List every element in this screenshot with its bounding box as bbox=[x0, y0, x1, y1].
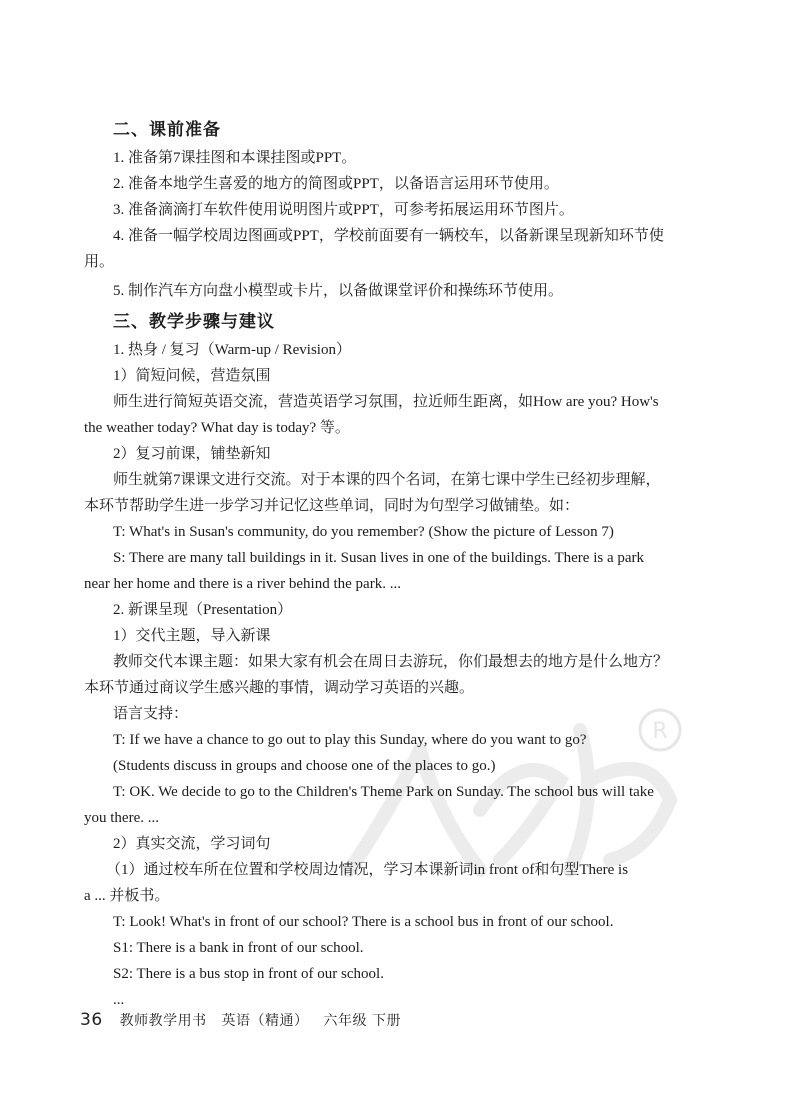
book-title: 教师教学用书 bbox=[119, 1013, 207, 1029]
dialogue-line-cont: you there. ... bbox=[84, 810, 159, 826]
paragraph: 教师交代本课主题：如果大家有机会在周日去游玩，你们最想去的地方是什么地方？ bbox=[113, 654, 669, 670]
prep-item-2: 2. 准备本地学生喜爱的地方的简图或PPT，以备语言运用环节使用。 bbox=[113, 176, 559, 192]
paragraph-cont: the weather today? What day is today? 等。 bbox=[84, 420, 350, 436]
paragraph: （1）通过校车所在位置和学校周边情况，学习本课新词in front of和句型There is bbox=[106, 862, 629, 878]
dialogue-line: S1: There is a bank in front of our school. bbox=[113, 940, 364, 956]
step-exchange-title: 2）真实交流，学习词句 bbox=[113, 836, 271, 852]
ellipsis: ... bbox=[113, 992, 125, 1008]
language-support-label: 语言支持： bbox=[113, 706, 189, 722]
registered-trademark-icon: R bbox=[652, 719, 668, 744]
paragraph: 师生就第7课课文进行交流。对于本课的四个名词，在第七课中学生已经初步理解， bbox=[113, 472, 661, 488]
dialogue-line: T: If we have a chance to go out to play this Sunday, where do you want to go? bbox=[113, 732, 587, 748]
dialogue-line: S2: There is a bus stop in front of our school. bbox=[113, 966, 384, 982]
paragraph-cont: 本环节帮助学生进一步学习并记忆这些单词，同时为句型学习做铺垫。如： bbox=[84, 498, 580, 514]
dialogue-line: (Students discuss in groups and choose one of the places to go.) bbox=[113, 758, 496, 774]
dialogue-line: S: There are many tall buildings in it. Susan lives in one of the buildings. There is a park bbox=[113, 550, 645, 566]
subject: 英语（精通） bbox=[221, 1013, 309, 1029]
dialogue-line: T: OK. We decide to go to the Children's Theme Park on Sunday. The school bus will take bbox=[113, 784, 654, 800]
prep-item-4: 4. 准备一幅学校周边图画或PPT，学校前面要有一辆校车，以备新课呈现新知环节使 bbox=[113, 228, 664, 244]
step-presentation-title: 2. 新课呈现（Presentation） bbox=[113, 602, 293, 618]
prep-item-3: 3. 准备滴滴打车软件使用说明图片或PPT，可参考拓展运用环节图片。 bbox=[113, 202, 574, 218]
paragraph-cont: a ... 并板书。 bbox=[84, 888, 170, 904]
step-greeting-title: 1）简短问候，营造氛围 bbox=[113, 368, 271, 384]
prep-item-5: 5. 制作汽车方向盘小模型或卡片，以备做课堂评价和操练环节使用。 bbox=[113, 283, 564, 299]
section-heading-prep: 二、课前准备 bbox=[113, 120, 221, 140]
grade: 六年级 下册 bbox=[323, 1013, 401, 1029]
step-topic-title: 1）交代主题，导入新课 bbox=[113, 628, 271, 644]
step-warmup-title: 1. 热身 / 复习（Warm-up / Revision） bbox=[113, 342, 351, 358]
paragraph: 师生进行简短英语交流，营造英语学习氛围，拉近师生距离，如How are you? How's bbox=[113, 394, 659, 410]
dialogue-line: T: What's in Susan's community, do you remember? (Show the picture of Lesson 7) bbox=[113, 524, 614, 540]
step-review-title: 2）复习前课，铺垫新知 bbox=[113, 446, 271, 462]
prep-item-4-cont: 用。 bbox=[84, 254, 115, 270]
dialogue-line-cont: near her home and there is a river behind the park. ... bbox=[84, 576, 401, 592]
prep-item-1: 1. 准备第7课挂图和本课挂图或PPT。 bbox=[113, 150, 357, 166]
page-footer bbox=[80, 1010, 401, 1030]
paragraph-cont: 本环节通过商议学生感兴趣的事情，调动学习英语的兴趣。 bbox=[84, 680, 475, 696]
dialogue-line: T: Look! What's in front of our school? There is a school bus in front of our school. bbox=[113, 914, 614, 930]
section-heading-steps: 三、教学步骤与建议 bbox=[113, 312, 275, 332]
page-number: 36 bbox=[80, 1010, 103, 1030]
